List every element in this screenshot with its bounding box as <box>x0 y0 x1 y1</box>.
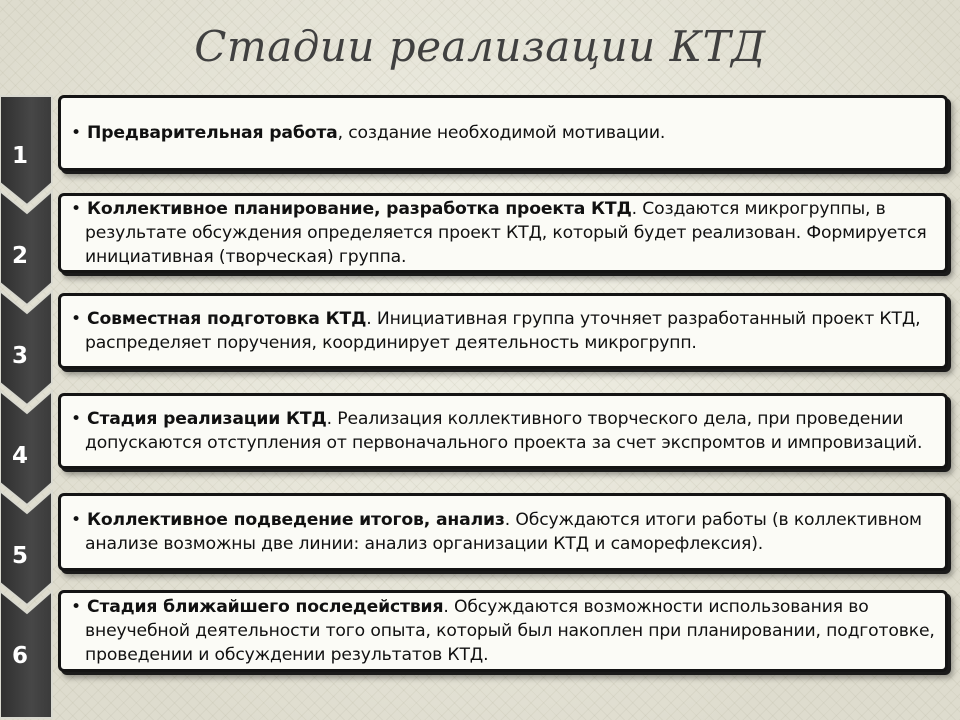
stage-3-card <box>58 293 948 369</box>
stage-6-card <box>58 590 948 672</box>
stage-6-description <box>71 595 935 667</box>
stage-chevron-column <box>0 0 60 720</box>
bullet-point: • <box>71 409 81 429</box>
slide-title: Стадии реализации КТД <box>194 22 766 71</box>
stage-5-card <box>58 493 948 571</box>
stage-2-heading: Коллективное планирование, разработка проекта КТД <box>87 199 632 219</box>
stage-5-heading: Коллективное подведение итогов, анализ <box>87 510 505 530</box>
stage-2-card <box>58 193 948 273</box>
stage-3-text: . Инициативная группа уточняет разработанный проект КТД, распределяет поручения, координирует деятельность микрогрупп. <box>85 309 921 353</box>
stage-3-heading: Совместная подготовка КТД <box>87 309 367 329</box>
stage-1-heading: Предварительная работа <box>87 123 338 143</box>
stage-5-text: . Обсуждаются итоги работы (в коллективном анализе возможны две линии: анализ организации КТД и саморефлексия). <box>85 510 922 554</box>
stage-1-description <box>71 121 665 145</box>
stage-3-description <box>71 307 935 355</box>
stage-4-card <box>58 393 948 469</box>
stage-4-heading: Стадия реализации КТД <box>87 409 327 429</box>
stage-5-description <box>71 508 935 556</box>
stage-2-description <box>71 197 935 269</box>
bullet-point: • <box>71 199 81 219</box>
bullet-point: • <box>71 510 81 530</box>
stage-3-number: 3 <box>11 343 29 369</box>
stage-4-number: 4 <box>11 443 29 469</box>
stage-4-text: . Реализация коллективного творческого дела, при проведении допускаются отступления от первоначального проекта за счет экспромтов и импровизаций. <box>85 409 923 453</box>
bullet-point: • <box>71 597 81 617</box>
bullet-point: • <box>71 309 81 329</box>
stage-1-text: , создание необходимой мотивации. <box>337 123 666 143</box>
stage-5-number: 5 <box>11 543 29 569</box>
stage-6-heading: Стадия ближайшего последействия <box>87 597 444 617</box>
stage-2-number: 2 <box>11 243 29 269</box>
stage-6-number: 6 <box>11 643 29 669</box>
stage-4-description <box>71 407 935 455</box>
stage-2-text: . Создаются микрогруппы, в результате обсуждения определяется проект КТД, который будет реализован. Формируется инициативная (творческая) группа. <box>85 199 927 267</box>
stage-6-text: . Обсуждаются возможности использования во внеучебной деятельности того опыта, который был накоплен при планировании, подготовке, проведении и обсуждении результатов КТД. <box>85 597 935 665</box>
bullet-point: • <box>71 123 81 143</box>
stage-1-number: 1 <box>11 143 29 169</box>
stage-1-card <box>58 95 948 171</box>
